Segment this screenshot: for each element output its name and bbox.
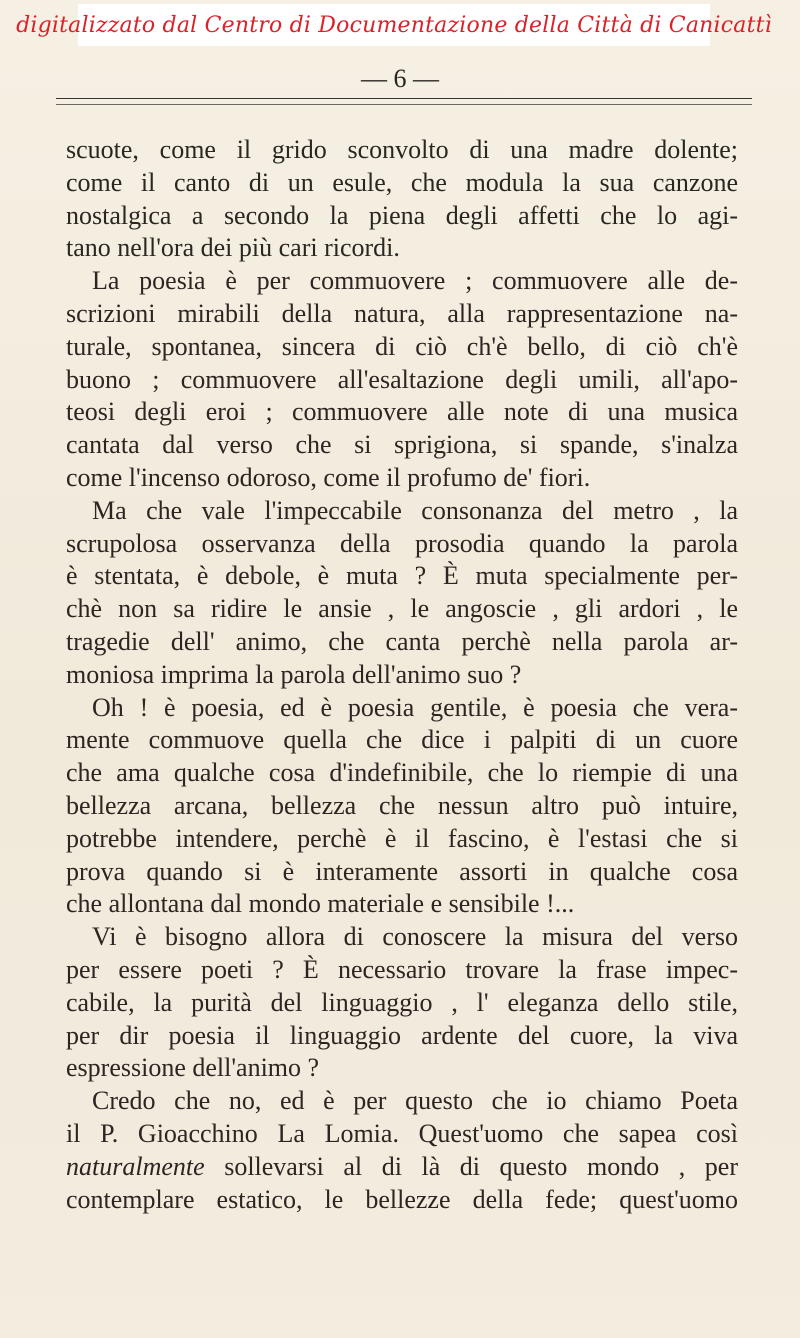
text-line: La poesia è per commuovere ; commuovere alle de-: [92, 266, 738, 296]
text-line: espressione dell'animo ?: [66, 1053, 320, 1083]
italic-word: naturalmente: [66, 1151, 205, 1181]
text-line: che allontana dal mondo materiale e sensibile !...: [66, 889, 575, 919]
text-line: cantata dal verso che si sprigiona, si spande, s'inalza: [66, 430, 738, 460]
text-line: Credo che no, ed è per questo che io chiamo Poeta: [92, 1086, 738, 1116]
text-line: bellezza arcana, bellezza che nessun altro può intuire,: [66, 790, 738, 820]
text-line: buono ; commuovere all'esaltazione degli umili, all'apo-: [66, 364, 738, 394]
text-line: Ma che vale l'impeccabile consonanza del metro , la: [92, 495, 738, 525]
text-line: nostalgica a secondo la piena degli affetti che lo agi-: [66, 200, 738, 230]
text-line: moniosa imprima la parola dell'animo suo ?: [66, 659, 522, 689]
header-rule: [56, 98, 752, 99]
page-number: — 6 —: [361, 64, 439, 93]
text-line: chè non sa ridire le ansie , le angoscie , gli ardori , le: [66, 594, 738, 624]
text-line: per dir poesia il linguaggio ardente del cuore, la viva: [66, 1020, 738, 1050]
text-line: [66, 1151, 738, 1184]
text-line: che ama qualche cosa d'indefinibile, che lo riempie di una: [66, 758, 738, 788]
text-line: per essere poeti ? È necessario trovare la frase impec-: [66, 954, 738, 984]
text-line: teosi degli eroi ; commuovere alle note di una musica: [66, 397, 738, 427]
text-line: tragedie dell' animo, che canta perchè nella parola ar-: [66, 626, 738, 656]
text-line: il P. Gioacchino La Lomia. Quest'uomo che sapea così: [66, 1118, 738, 1148]
text-line: come l'incenso odoroso, come il profumo de' fiori.: [66, 462, 591, 492]
body-text: [66, 134, 738, 1216]
text-line: Vi è bisogno allora di conoscere la misura del verso: [92, 922, 738, 952]
line-text: sollevarsi al di là di questo mondo , per: [204, 1151, 738, 1181]
text-line: è stentata, è debole, è muta ? È muta specialmente per-: [66, 561, 738, 591]
text-line: prova quando si è interamente assorti in qualche cosa: [66, 856, 738, 886]
text-line: contemplare estatico, le bellezze della fede; quest'uomo: [66, 1184, 738, 1214]
text-line: mente commuove quella che dice i palpiti di un cuore: [66, 725, 738, 755]
text-line: cabile, la purità del linguaggio , l' eleganza dello stile,: [66, 987, 738, 1017]
text-line: scrizioni mirabili della natura, alla rappresentazione na-: [66, 298, 738, 328]
text-line: turale, spontanea, sincera di ciò ch'è bello, di ciò ch'è: [66, 331, 738, 361]
watermark-text: digitalizzato dal Centro di Documentazione della Città di Canicattì: [16, 12, 772, 38]
digitization-watermark: [16, 4, 772, 46]
text-line: Oh ! è poesia, ed è poesia gentile, è poesia che vera-: [92, 692, 738, 722]
text-line: tano nell'ora dei più cari ricordi.: [66, 233, 400, 263]
text-line: come il canto di un esule, che modula la sua canzone: [66, 167, 738, 197]
header-rule-secondary: [56, 104, 752, 105]
text-line: scuote, come il grido sconvolto di una madre dolente;: [66, 135, 738, 164]
text-line: potrebbe intendere, perchè è il fascino, è l'estasi che si: [66, 823, 738, 853]
text-line: scrupolosa osservanza della prosodia quando la parola: [66, 528, 738, 558]
